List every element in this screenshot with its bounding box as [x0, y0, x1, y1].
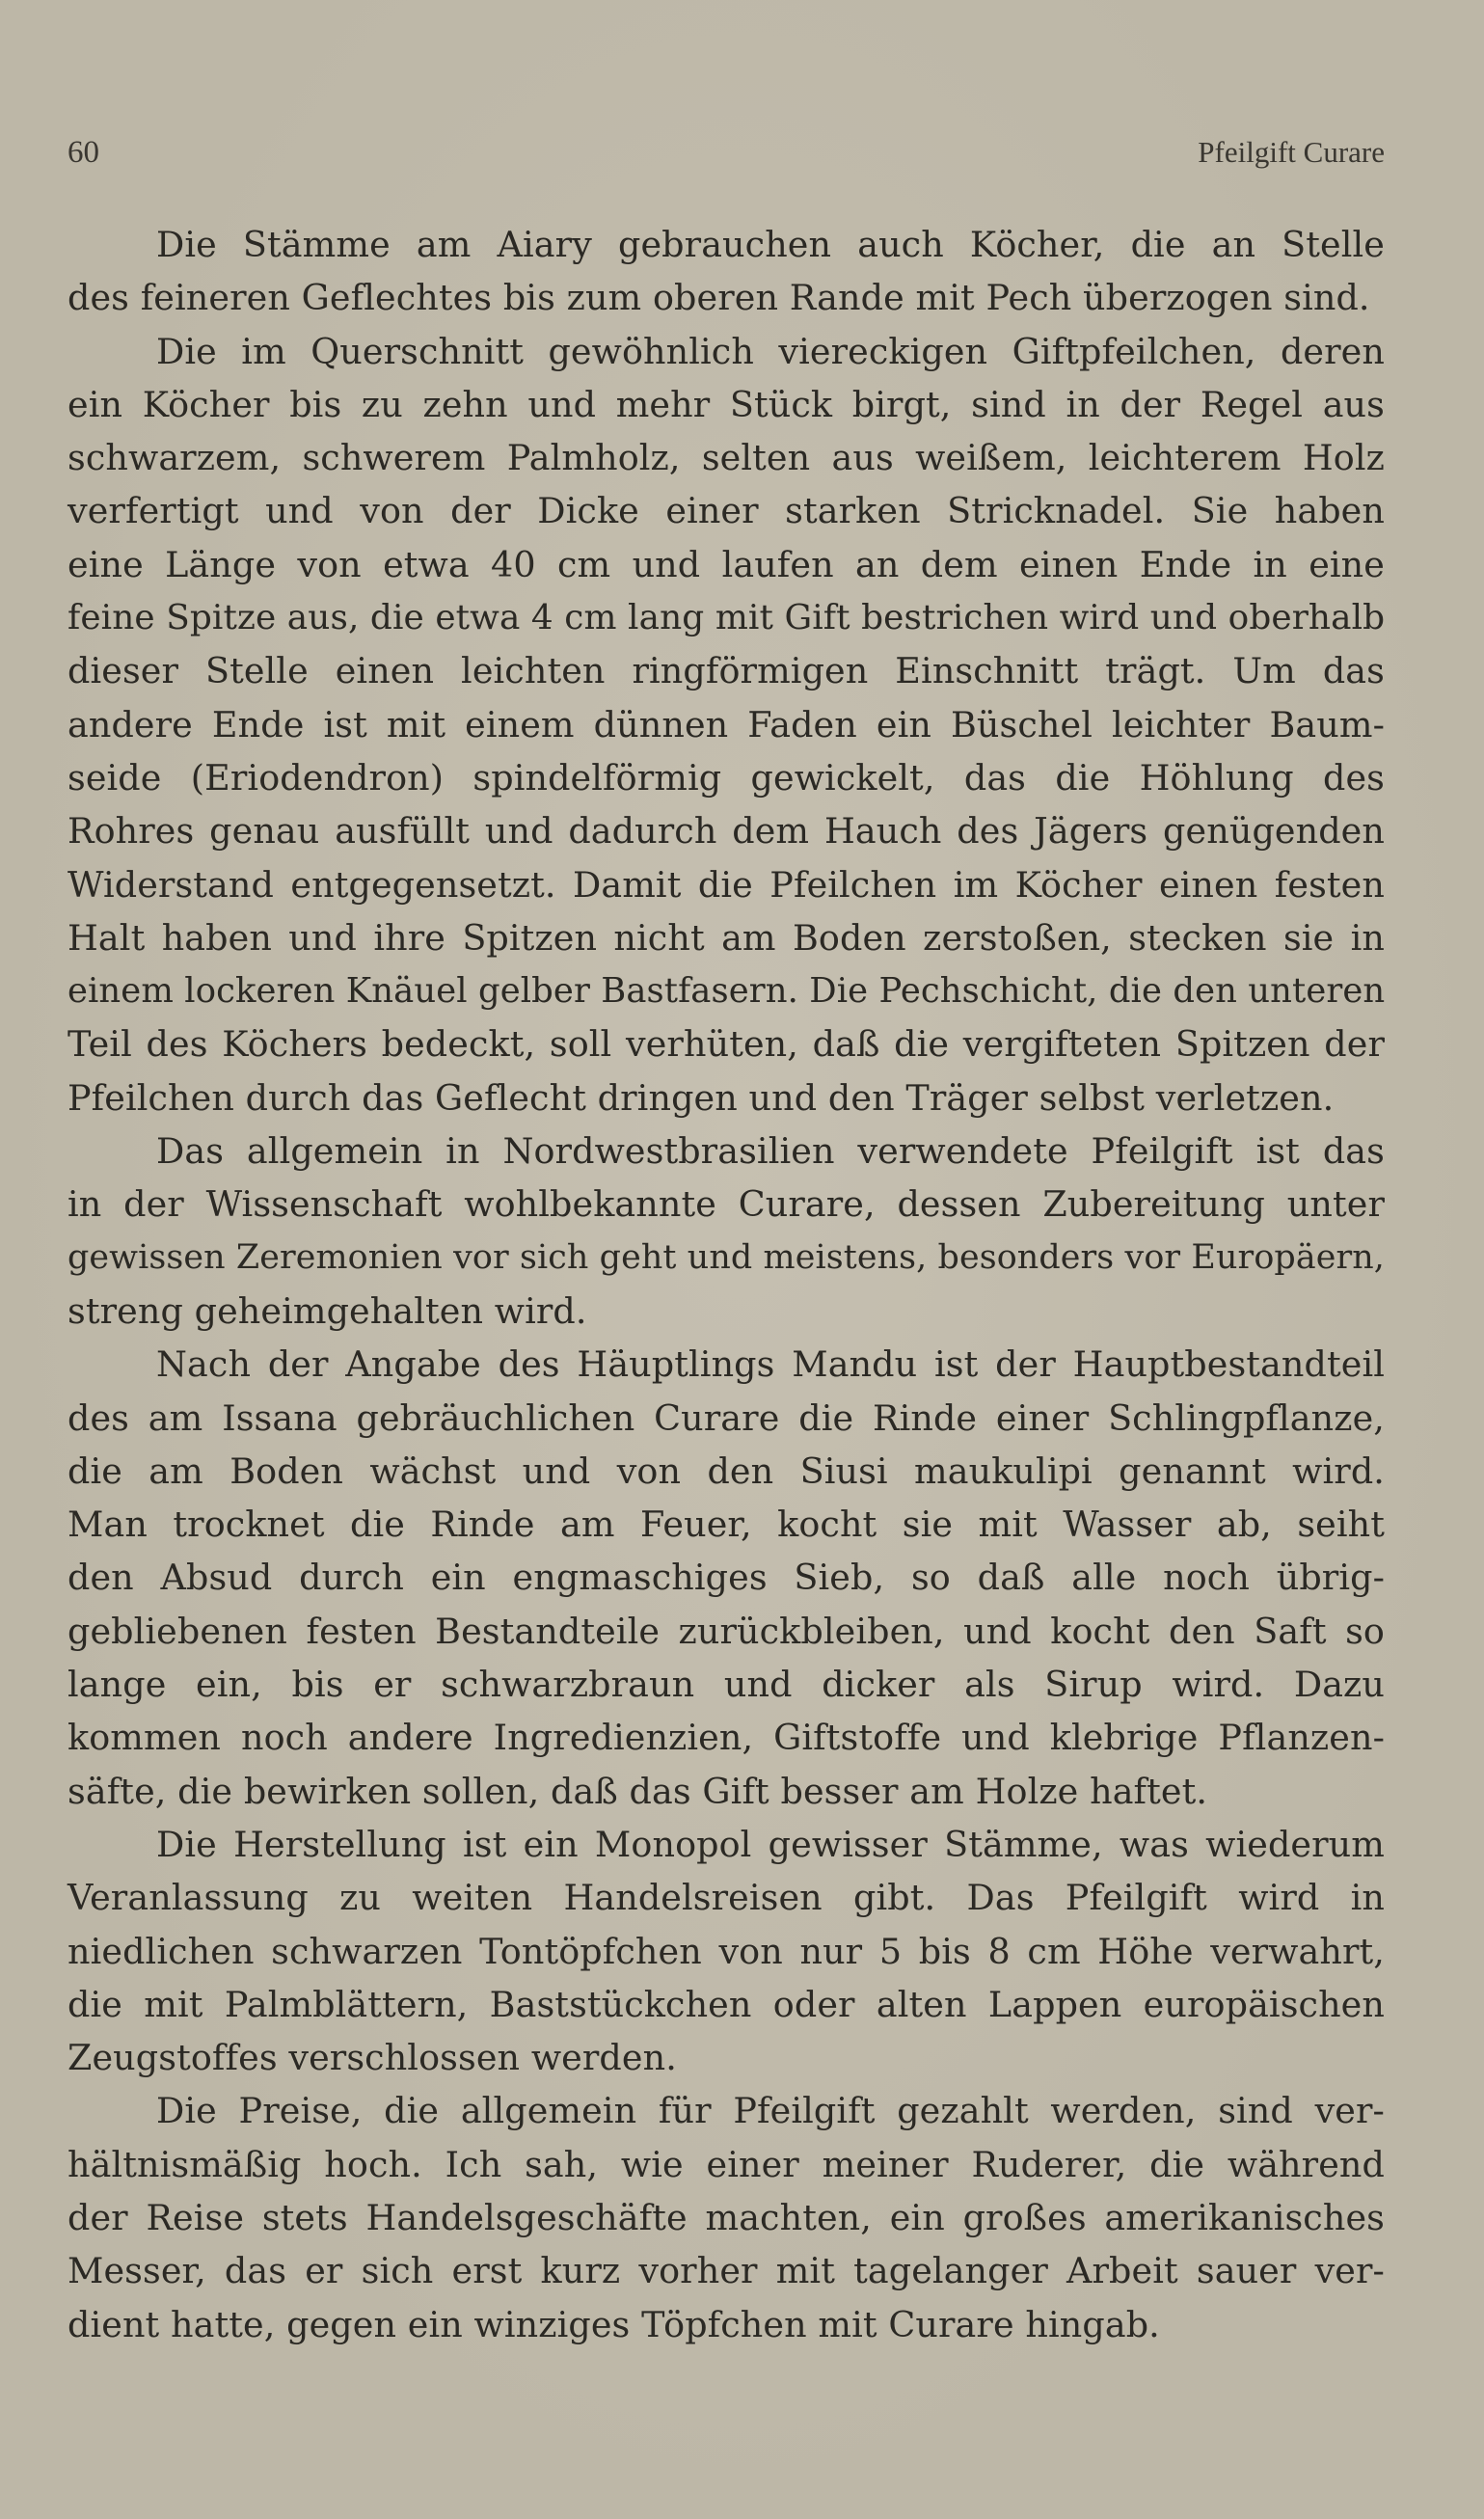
page-number: 60	[67, 135, 99, 170]
text-line: die mit Palmblättern, Baststückchen oder alten Lappen europäischen	[67, 1983, 1385, 2025]
text-line: gebliebenen festen Bestandteile zurückbleiben, und kocht den Saft so	[67, 1610, 1385, 1652]
text-line: lange ein, bis er schwarzbraun und dicker als Sirup wird. Dazu	[67, 1664, 1385, 1706]
text-line: verfertigt und von der Dicke einer starken Stricknadel. Sie haben	[67, 490, 1385, 532]
text-line: seide (Eriodendron) spindelförmig gewickelt, das die Höhlung des	[67, 756, 1385, 799]
text-line: Messer, das er sich erst kurz vorher mit tagelanger Arbeit sauer ver-	[67, 2250, 1385, 2292]
paragraph-first-line: Die Stämme am Aiary gebrauchen auch Köcher, die an Stelle	[156, 224, 1385, 265]
text-line: einem lockeren Knäuel gelber Bastfasern. Die Pechschicht, die den unteren	[67, 971, 1386, 1012]
text-line: dieser Stelle einen leichten ringförmigen Einschnitt trägt. Um das	[67, 650, 1385, 692]
text-line: des feineren Geflechtes bis zum oberen Rande mit Pech überzogen sind.	[67, 277, 1370, 319]
text-line: Pfeilchen durch das Geflecht dringen und den Träger selbst verletzen.	[67, 1076, 1335, 1119]
text-line: schwarzem, schwerem Palmholz, selten aus weißem, leichterem Holz	[67, 437, 1385, 479]
text-line: Halt haben und ihre Spitzen nicht am Boden zerstoßen, stecken sie in	[67, 916, 1385, 959]
running-head	[67, 135, 1385, 177]
text-line: feine Spitze aus, die etwa 4 cm lang mit Gift bestrichen wird und oberhalb	[67, 598, 1386, 638]
text-line: niedlichen schwarzen Tontöpfchen von nur 5 bis 8 cm Höhe verwahrt,	[67, 1930, 1385, 1972]
text-line: des am Issana gebräuchlichen Curare die Rinde einer Schlingpflanze,	[67, 1396, 1385, 1439]
text-line: ein Köcher bis zu zehn und mehr Stück birgt, sind in der Regel aus	[67, 383, 1385, 425]
paragraph-first-line: Die Preise, die allgemein für Pfeilgift gezahlt werden, sind ver-	[156, 2090, 1385, 2132]
text-line: der Reise stets Handelsgeschäfte machten, ein großes amerikanisches	[67, 2196, 1385, 2238]
text-line: Veranlassung zu weiten Handelsreisen gibt. Das Pfeilgift wird in	[67, 1877, 1385, 1919]
text-line: Teil des Köchers bedeckt, soll verhüten, daß die vergifteten Spitzen der	[67, 1023, 1385, 1066]
text-line: kommen noch andere Ingredienzien, Giftstoffe und klebrige Pflanzen-	[67, 1717, 1385, 1759]
text-line: säfte, die bewirken sollen, daß das Gift besser am Holze haftet.	[67, 1770, 1208, 1812]
text-line: in der Wissenschaft wohlbekannte Curare, dessen Zubereitung unter	[67, 1183, 1385, 1226]
text-line: Rohres genau ausfüllt und dadurch dem Hauch des Jägers genügenden	[67, 810, 1385, 853]
text-line: Man trocknet die Rinde am Feuer, kocht sie mit Wasser ab, seiht	[67, 1503, 1385, 1546]
text-line: eine Länge von etwa 40 cm und laufen an dem einen Ende in eine	[67, 543, 1385, 585]
paragraph-first-line: Die Herstellung ist ein Monopol gewisser Stämme, was wiederum	[156, 1823, 1385, 1865]
text-line: hältnismäßig hoch. Ich sah, wie einer meiner Ruderer, die während	[67, 2143, 1385, 2185]
running-title: Pfeilgift Curare	[1198, 135, 1385, 169]
paragraph-first-line: Die im Querschnitt gewöhnlich viereckigen Giftpfeilchen, deren	[156, 330, 1385, 372]
text-line: Widerstand entgegensetzt. Damit die Pfeilchen im Köcher einen festen	[67, 863, 1385, 906]
text-line: streng geheimgehalten wird.	[67, 1289, 587, 1332]
text-line: gewissen Zeremonien vor sich geht und meistens, besonders vor Europäern,	[67, 1237, 1385, 1277]
text-line: die am Boden wächst und von den Siusi maukulipi genannt wird.	[67, 1449, 1385, 1492]
paragraph-first-line: Das allgemein in Nordwestbrasilien verwendete Pfeilgift ist das	[156, 1130, 1385, 1173]
body-text	[67, 218, 1385, 2351]
text-line: den Absud durch ein engmaschiges Sieb, so daß alle noch übrig-	[67, 1557, 1385, 1599]
text-line: andere Ende ist mit einem dünnen Faden ein Büschel leichter Baum-	[67, 703, 1385, 745]
paragraph-first-line: Nach der Angabe des Häuptlings Mandu ist der Hauptbestandteil	[156, 1343, 1385, 1386]
text-line: dient hatte, gegen ein winziges Töpfchen mit Curare hingab.	[67, 2303, 1160, 2345]
text-line: Zeugstoffes verschlossen werden.	[67, 2037, 677, 2079]
